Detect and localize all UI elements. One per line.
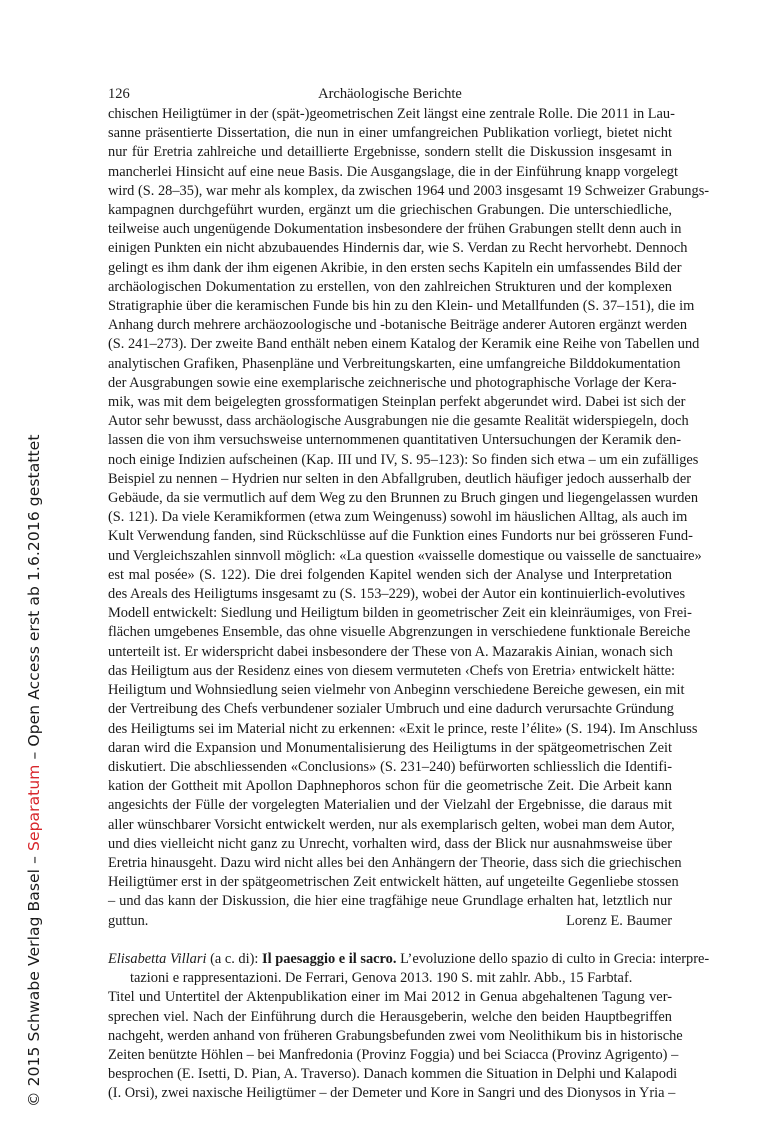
text-line: wird (S. 28–35), war mehr als komplex, da zwischen 1964 und 2003 insgesamt 19 Schweizer Grabungs- — [108, 182, 710, 199]
text-line: aller wünschbarer Vorsicht entwickelt werden, nur als exemplarisch gelten, wobei man dem Autor, — [108, 816, 675, 833]
text-line: des Heiligtums sei im Material nicht zu erkennen: «Exit le prince, reste l’élite» (S. 194). Im Anschluss — [108, 720, 698, 737]
book-author: Elisabetta Villari — [108, 950, 207, 967]
text-line: des Areals des Heiligtums insgesamt zu (S. 153–229), wobei der Autor ein kontinuierlich-evolutives — [108, 586, 686, 603]
page-body — [108, 105, 710, 1104]
text-line: sprechen viel. Nach der Einführung durch die Herausgeberin, welche den beiden Hauptbegriffen — [108, 1008, 672, 1025]
text-line: analytischen Grafiken, Phasenpläne und Verbreitungskarten, eine umfangreiche Bilddokumentation — [108, 355, 681, 372]
text-line: das Heiligtum aus der Residenz eines von diesem vermuteten ‹Chefs von Eretria› entwickelt hätte: — [108, 662, 676, 679]
text-line: Anhang durch mehrere archäozoologische und -botanische Beiträge anderer Autoren ergänzt werden — [108, 317, 688, 334]
text-line: (I. Orsi), zwei naxische Heiligtümer – der Demeter und Kore in Sangri und des Dionysos in Yria – — [108, 1085, 676, 1102]
text-line: nachgeht, werden anhand von früheren Grabungsbefunden zwei vom Neolithikum bis in historische — [108, 1027, 683, 1044]
bibliographic-entry-line1 — [108, 950, 710, 969]
copyright-prefix: © 2015 Schwabe Verlag Basel – — [25, 851, 43, 1107]
closing-text: guttun. — [108, 912, 149, 929]
review-closing-line — [108, 912, 672, 931]
text-line: und dies vielleicht nicht ganz zu Unrecht, vorhalten wird, dass der Blick nur ausnahmsweise über — [108, 835, 672, 852]
text-line: (S. 121). Da viele Keramikformen (etwa zum Weingenuss) sowohl im häuslichen Alltag, als auch im — [108, 509, 688, 526]
book-subtitle: L’evoluzione dello spazio di culto in Grecia: interpre- — [396, 950, 710, 967]
page-number: 126 — [108, 86, 130, 102]
text-line: diskutiert. Die abschliessenden «Conclusions» (S. 231–240) befürworten schliesslich die Identifi- — [108, 758, 672, 775]
text-line: Heiligtümer erst in der spätgeometrischen Zeit entwickelt hätten, auf ungeteilte Gegenliebe stossen — [108, 874, 679, 891]
page-header — [108, 86, 672, 106]
copyright-notice — [25, 434, 43, 1107]
text-line: unterteilt ist. Er widerspricht dabei insbesondere der These von A. Mazarakis Ainian, wonach sich — [108, 643, 673, 660]
text-line: gelingt es ihm dank der ihm eigenen Akribie, in den ersten sechs Kapiteln ein umfassendes Bild der — [108, 259, 682, 276]
text-line: der Vertreibung des Chefs verbundener sozialer Umbruch und eine dadurch verursachte Gründung — [108, 701, 674, 718]
text-line: Autor sehr bewusst, dass archäologische Ausgrabungen nie die gesamte Realität widerspiegeln, doch — [108, 413, 689, 430]
text-line: daran wird die Expansion und Monumentalisierung des Heiligtums in der spätgeometrischen Zeit — [108, 739, 672, 756]
text-line: Zeiten benützte Höhlen – bei Manfredonia (Provinz Foggia) und bei Sciacca (Provinz Agrigento) – — [108, 1046, 679, 1063]
text-line: Beispiel zu nennen – Hydrien nur selten in den Abfallgruben, deutlich häufiger jedoch ausserhalb der — [108, 470, 692, 487]
text-line: angesichts der Fülle der vorgelegten Materialien und der Vielzahl der Ergebnisse, die daraus mit — [108, 797, 672, 814]
text-line: Gebäude, da sie vermutlich auf dem Weg zu den Brunnen zu Bruch gingen und liegengelassen wurden — [108, 490, 699, 507]
bibliographic-entry-line2: tazioni e rappresentazioni. De Ferrari, Genova 2013. 190 S. mit zahlr. Abb., 15 Farbtaf. — [130, 970, 633, 987]
text-line: und Vergleichszahlen sinnvoll möglich: «La question «vaisselle domestique ou vaisselle de sanctuaire» — [108, 547, 702, 564]
text-line: Kult Verwendung fanden, sind Rückschlüsse auf die Funktion eines Fundorts nur bei grösseren Fund- — [108, 528, 693, 545]
text-line: flächen umgebenes Ensemble, das ohne visuelle Abgrenzungen in verschiedene funktionale Bereiche — [108, 624, 691, 641]
copyright-suffix: – Open Access erst ab 1.6.2016 gestattet — [25, 434, 43, 765]
editor-note: (a c. di): — [206, 950, 263, 967]
text-line: Heiligtum und Wohnsiedlung seien vielmehr von Anbeginn verschiedene Bereiche gewesen, ein mit — [108, 682, 685, 699]
running-title: Archäologische Berichte — [318, 86, 462, 102]
review-villari — [108, 950, 710, 1104]
text-line: Modell entwickelt: Siedlung und Heiligtum bilden in geometrischer Zeit ein kleinräumiges, von Frei- — [108, 605, 692, 622]
text-line: nur für Eretria zahlreiche und detaillierte Ergebnisse, sondern stellt die Diskussion insgesamt in — [108, 144, 672, 161]
text-line: Titel und Untertitel der Aktenpublikation einer im Mai 2012 in Genua abgehaltenen Tagung ver- — [108, 989, 672, 1006]
text-line: kampagnen durchgeführt wurden, ergänzt um die griechischen Grabungen. Die unterschiedliche, — [108, 202, 672, 219]
text-line: kation der Gottheit mit Apollon Daphnephoros schon für die geometrische Zeit. Die Arbeit kann — [108, 778, 672, 795]
text-line: mik, was mit dem beigelegten grossformatigen Steinplan perfekt abgerundet wird. Dabei ist sich der — [108, 394, 686, 411]
text-line: Stratigraphie über die keramischen Funde bis hin zu den Klein- und Metallfunden (S. 37–151), die im — [108, 298, 695, 315]
book-title: Il paesaggio e il sacro. — [262, 950, 397, 967]
text-line: – und das kann der Diskussion, die hier eine tragfähige neue Grundlage erhalten hat, letztlich nur — [108, 893, 672, 910]
text-line: sanne präsentierte Dissertation, die nun in einer umfangreichen Publikation vorliegt, bietet nicht — [108, 125, 672, 142]
separatum-label: Separatum — [25, 764, 43, 851]
text-line: archäologischen Dokumentation zu erstellen, von den zahlreichen Strukturen und der komplexen — [108, 278, 672, 295]
text-line: est mal posée» (S. 122). Die drei folgenden Kapitel wenden sich der Analyse und Interpretation — [108, 566, 672, 583]
text-line: Eretria hinausgeht. Dazu wird nicht alles bei den Anhängern der Theorie, dass sich die griechischen — [108, 854, 682, 871]
text-line: mancherlei Hinsicht auf eine neue Basis. Die Ausgangslage, die in der Einführung knapp vorgelegt — [108, 163, 679, 180]
reviewer-signature: Lorenz E. Baumer — [566, 912, 672, 929]
review-lorenz-baumer — [108, 105, 710, 912]
text-line: einigen Punkten ein nicht abzubauendes Hindernis dar, wie S. Verdan zu Recht hervorhebt. Dennoch — [108, 240, 688, 257]
text-line: noch einige Indizien aufscheinen (Kap. III und IV, S. 95–123): So finden sich etwa – um ein zufälliges — [108, 451, 699, 468]
text-line: besprochen (E. Isetti, D. Pian, A. Traverso). Danach kommen die Situation in Delphi und Kalapodi — [108, 1066, 678, 1083]
text-line: teilweise auch ungenügende Dokumentation insbesondere der frühen Grabungen stellt denn auch in — [108, 221, 682, 238]
text-line: (S. 241–273). Der zweite Band enthält neben einem Katalog der Keramik eine Reihe von Tabellen und — [108, 336, 700, 353]
text-line: chischen Heiligtümer in der (spät-)geometrischen Zeit längst eine zentrale Rolle. Die 2011 in Lau- — [108, 106, 675, 122]
text-line: lassen die von ihm versuchsweise unternommenen quantitativen Untersuchungen der Keramik den- — [108, 432, 682, 449]
text-line: der Ausgrabungen sowie eine exemplarische zeichnerische und photographische Vorlage der Kera- — [108, 374, 677, 391]
